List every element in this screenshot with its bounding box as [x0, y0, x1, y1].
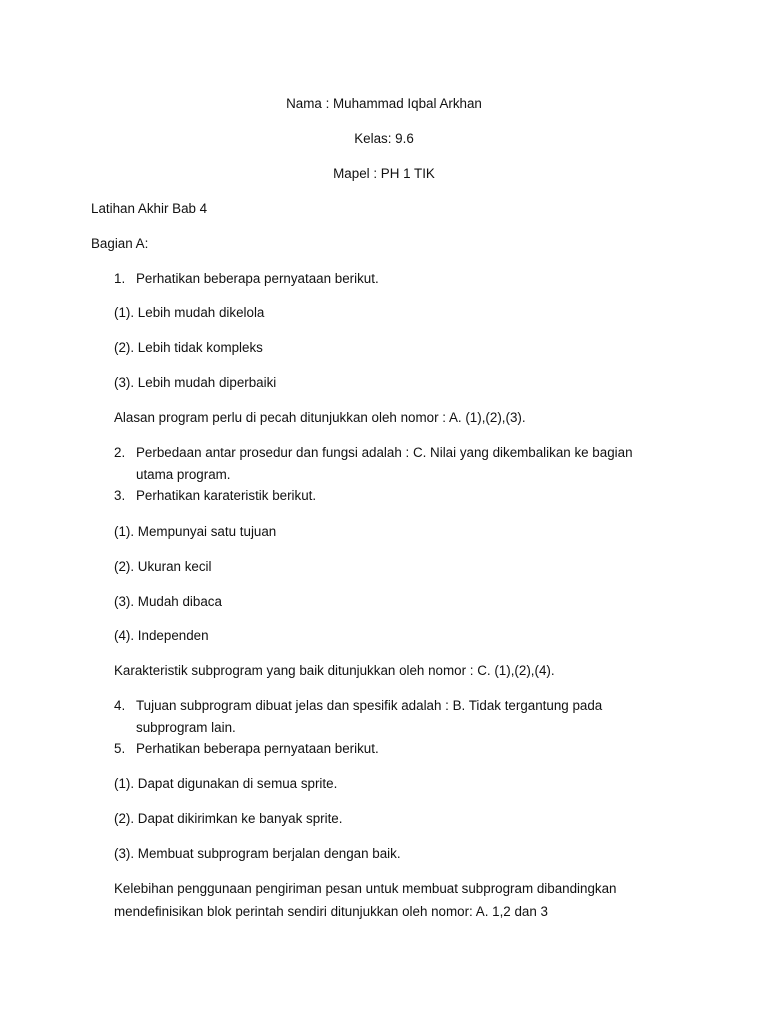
q4-number: 4. — [114, 698, 126, 713]
q3-option-3: (3). Mudah dibaca — [114, 594, 222, 609]
q3-option-4: (4). Independen — [114, 628, 209, 643]
student-class: Kelas: 9.6 — [354, 131, 414, 146]
q1-option-3: (3). Lebih mudah diperbaiki — [114, 375, 277, 390]
q5-text: Perhatikan beberapa pernyataan berikut. — [136, 741, 379, 756]
q1-option-1: (1). Lebih mudah dikelola — [114, 305, 265, 320]
subject: Mapel : PH 1 TIK — [333, 166, 435, 181]
q2-text-line1: Perbedaan antar prosedur dan fungsi adalah : C. Nilai yang dikembalikan ke bagian — [136, 445, 633, 460]
q5-option-1: (1). Dapat digunakan di semua sprite. — [114, 776, 338, 791]
part-title: Bagian A: — [91, 236, 149, 251]
q1-option-2: (2). Lebih tidak kompleks — [114, 340, 263, 355]
student-name: Nama : Muhammad Iqbal Arkhan — [286, 96, 482, 111]
q1-answer: Alasan program perlu di pecah ditunjukkan oleh nomor : A. (1),(2),(3). — [114, 410, 526, 425]
q3-answer: Karakteristik subprogram yang baik ditunjukkan oleh nomor : C. (1),(2),(4). — [114, 663, 555, 678]
q3-option-2: (2). Ukuran kecil — [114, 559, 212, 574]
section-title: Latihan Akhir Bab 4 — [91, 201, 208, 216]
q5-option-3: (3). Membuat subprogram berjalan dengan baik. — [114, 846, 401, 861]
q1-number: 1. — [114, 271, 126, 286]
q3-option-1: (1). Mempunyai satu tujuan — [114, 524, 277, 539]
q5-number: 5. — [114, 741, 126, 756]
q5-answer-line1: Kelebihan penggunaan pengiriman pesan untuk membuat subprogram dibandingkan — [114, 881, 617, 896]
q2-number: 2. — [114, 445, 126, 460]
q5-answer-line2: mendefinisikan blok perintah sendiri ditunjukkan oleh nomor: A. 1,2 dan 3 — [114, 904, 548, 919]
q4-text-line2: subprogram lain. — [136, 720, 236, 735]
q4-text-line1: Tujuan subprogram dibuat jelas dan spesifik adalah : B. Tidak tergantung pada — [136, 698, 603, 713]
q2-text-line2: utama program. — [136, 467, 231, 482]
q3-text: Perhatikan karateristik berikut. — [136, 488, 317, 503]
q1-text: Perhatikan beberapa pernyataan berikut. — [136, 271, 379, 286]
q3-number: 3. — [114, 488, 126, 503]
q5-option-2: (2). Dapat dikirimkan ke banyak sprite. — [114, 811, 343, 826]
